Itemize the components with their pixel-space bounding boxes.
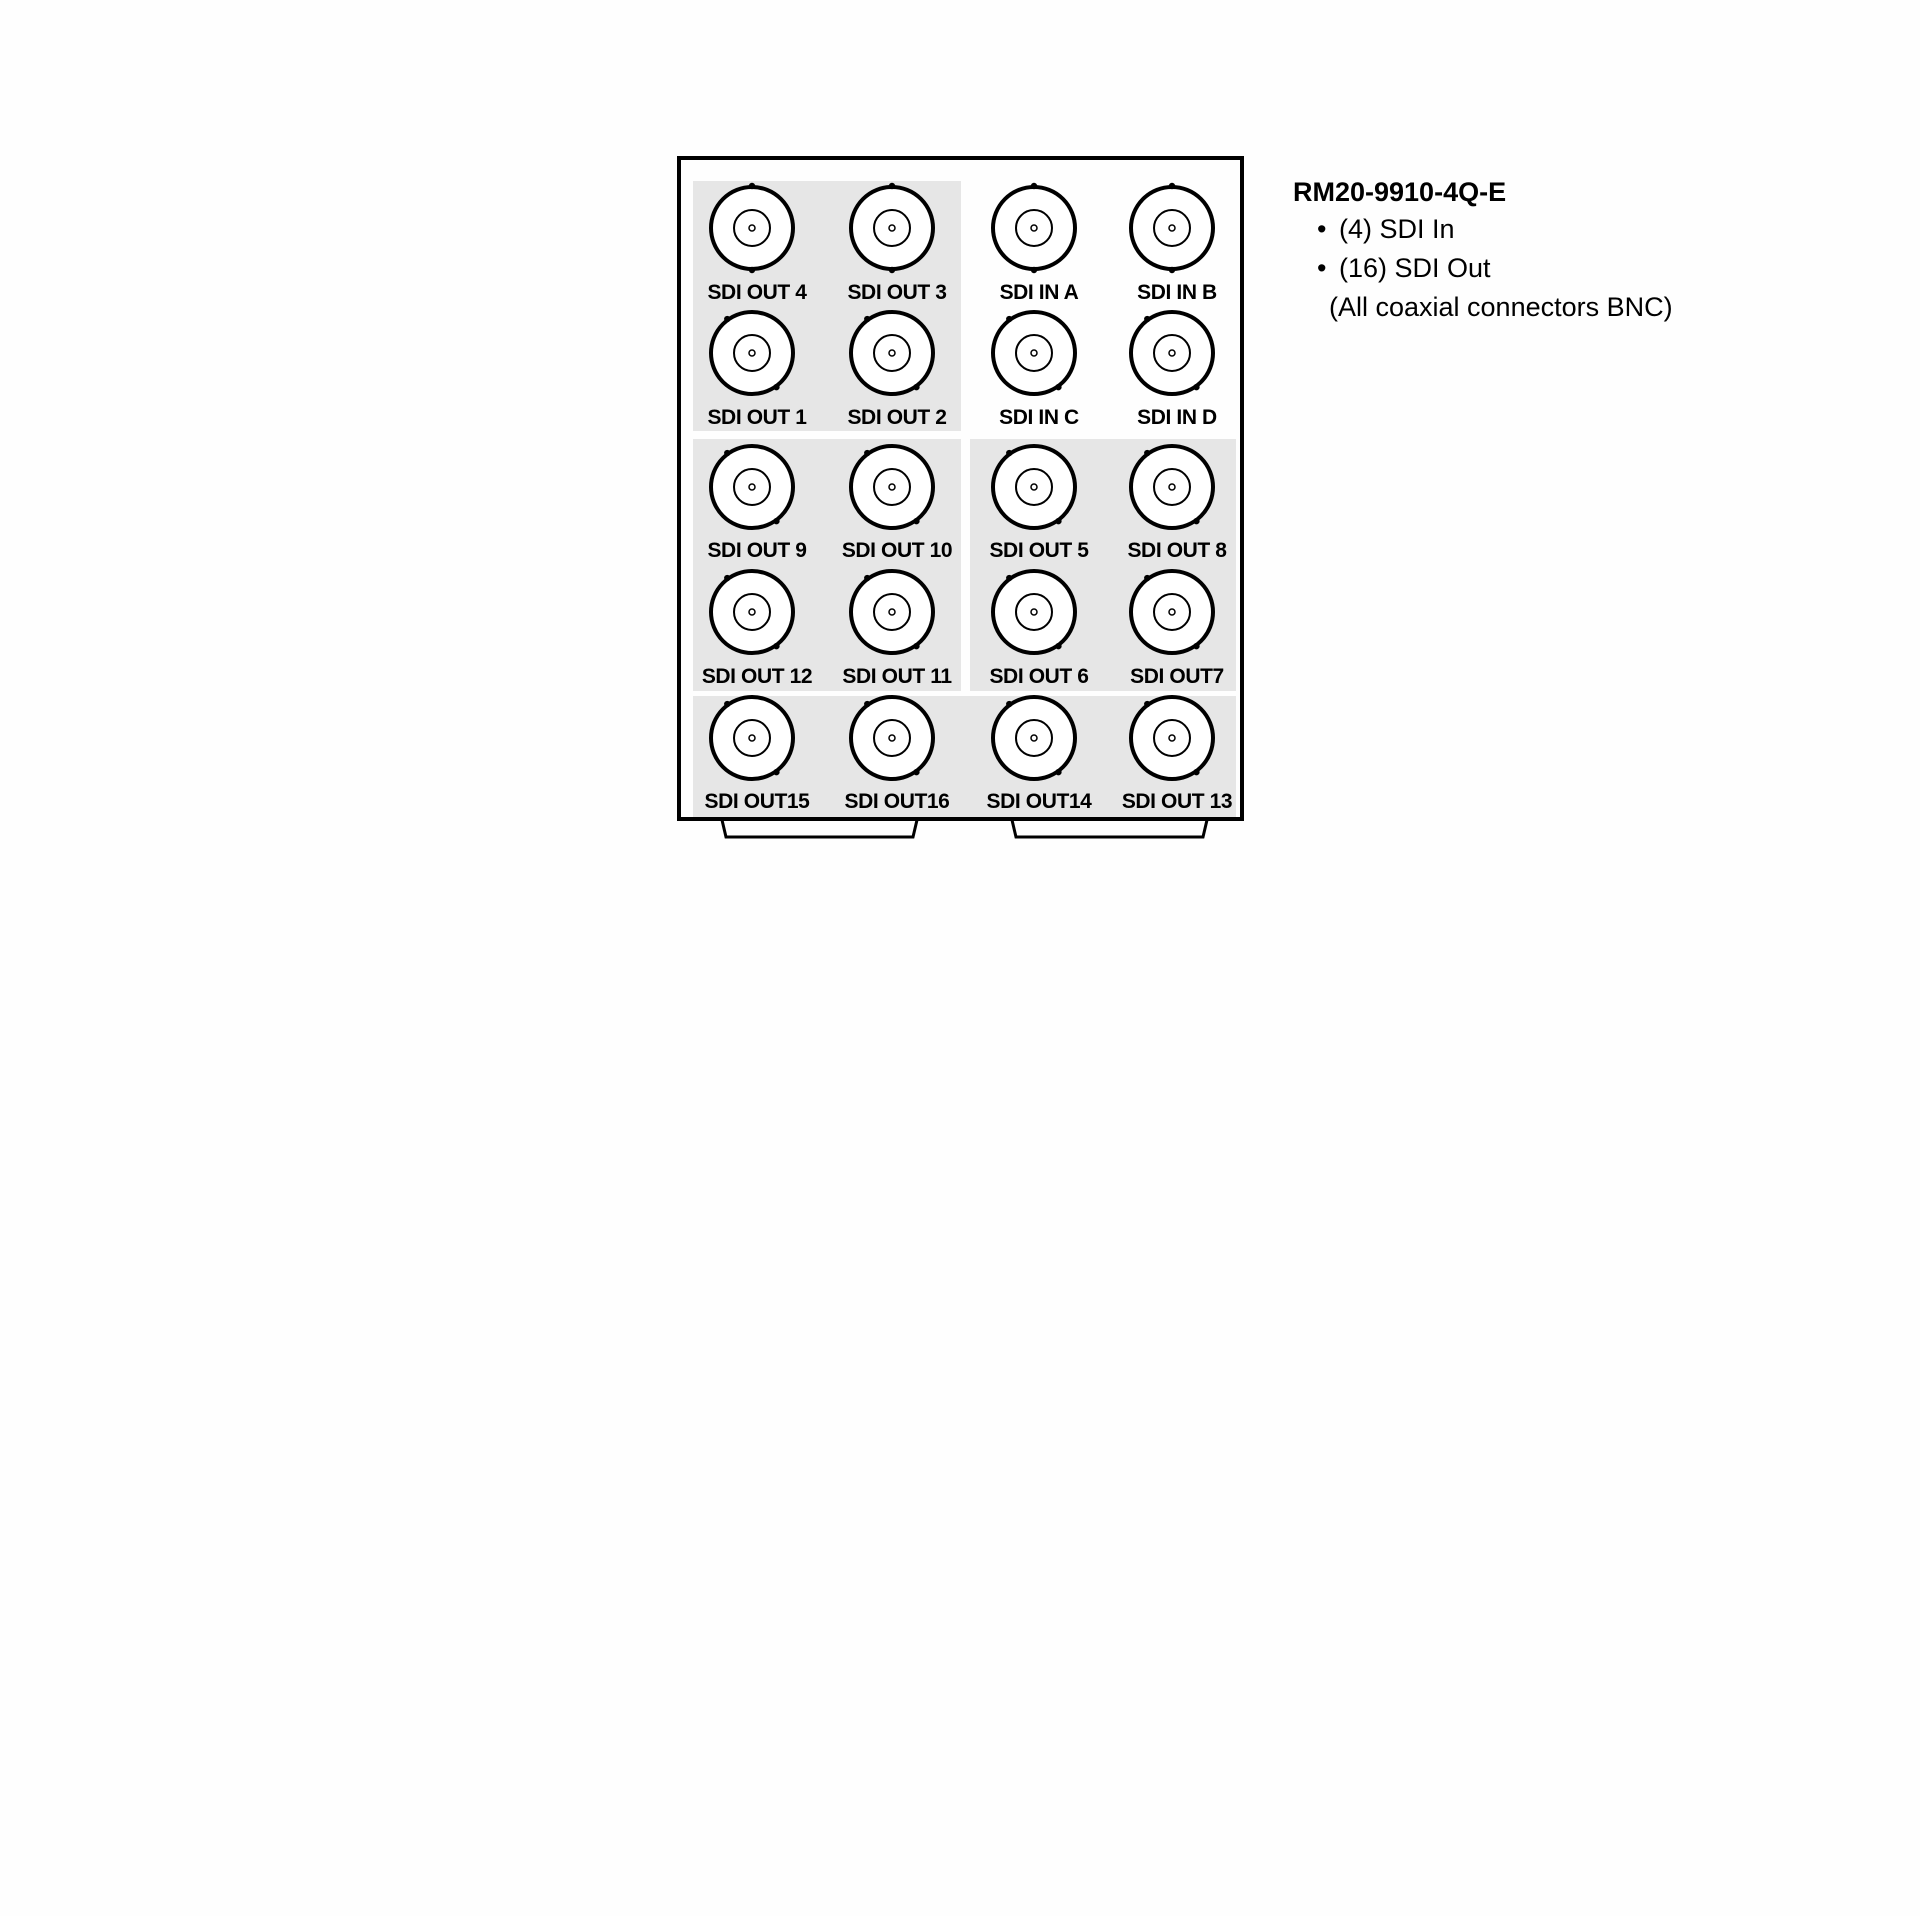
bayonet-stud-icon xyxy=(1055,643,1061,649)
connector-label: SDI OUT 1 xyxy=(707,406,807,429)
bnc-outer-ring-icon xyxy=(711,312,793,394)
feature-text: (16) SDI Out xyxy=(1339,253,1491,283)
bnc-outer-ring-icon xyxy=(993,446,1075,528)
bnc-outer-ring-icon xyxy=(711,697,793,779)
bayonet-stud-icon xyxy=(724,450,730,456)
bnc-outer-ring-icon xyxy=(851,187,933,269)
bnc-outer-ring-icon xyxy=(711,571,793,653)
connector-label: SDI OUT 11 xyxy=(842,665,952,688)
bayonet-stud-icon xyxy=(1193,518,1199,524)
bnc-outer-ring-icon xyxy=(851,697,933,779)
mounting-foot-right xyxy=(1012,820,1207,837)
bayonet-stud-icon xyxy=(1144,701,1150,707)
bayonet-stud-icon xyxy=(1193,769,1199,775)
bayonet-stud-icon xyxy=(1144,316,1150,322)
bayonet-stud-icon xyxy=(864,450,870,456)
bayonet-stud-icon xyxy=(1144,575,1150,581)
bayonet-stud-icon xyxy=(1031,267,1037,273)
connector-label: SDI OUT16 xyxy=(844,790,950,813)
bayonet-stud-icon xyxy=(724,575,730,581)
bnc-outer-ring-icon xyxy=(993,571,1075,653)
connector-label: SDI OUT 12 xyxy=(701,665,813,688)
bnc-connector xyxy=(1131,183,1217,304)
bayonet-stud-icon xyxy=(1055,769,1061,775)
bayonet-stud-icon xyxy=(1055,518,1061,524)
connector-label: SDI OUT7 xyxy=(1130,665,1224,688)
bayonet-stud-icon xyxy=(889,267,895,273)
bayonet-stud-icon xyxy=(1169,267,1175,273)
connector-label: SDI OUT 3 xyxy=(847,281,947,304)
bayonet-stud-icon xyxy=(913,769,919,775)
connector-label: SDI OUT15 xyxy=(704,790,810,813)
connector-label: SDI OUT 10 xyxy=(841,539,953,562)
bnc-outer-ring-icon xyxy=(993,697,1075,779)
bnc-outer-ring-icon xyxy=(993,312,1075,394)
bayonet-stud-icon xyxy=(864,575,870,581)
bnc-connector xyxy=(993,312,1079,429)
bnc-outer-ring-icon xyxy=(993,187,1075,269)
connector-label: SDI OUT 8 xyxy=(1127,539,1227,562)
bayonet-stud-icon xyxy=(1193,384,1199,390)
bayonet-stud-icon xyxy=(724,701,730,707)
feature-list xyxy=(1293,210,1853,288)
bnc-outer-ring-icon xyxy=(1131,312,1213,394)
mounting-foot-left xyxy=(722,820,917,837)
bayonet-stud-icon xyxy=(1006,701,1012,707)
bnc-connector xyxy=(993,183,1079,304)
bayonet-stud-icon xyxy=(889,183,895,189)
bnc-outer-ring-icon xyxy=(711,446,793,528)
bayonet-stud-icon xyxy=(773,384,779,390)
connector-label: SDI IN A xyxy=(999,281,1079,304)
bullet-icon: • xyxy=(1317,253,1327,283)
bayonet-stud-icon xyxy=(773,769,779,775)
bnc-outer-ring-icon xyxy=(1131,697,1213,779)
bayonet-stud-icon xyxy=(773,518,779,524)
bnc-outer-ring-icon xyxy=(851,571,933,653)
bayonet-stud-icon xyxy=(1006,575,1012,581)
bayonet-stud-icon xyxy=(913,643,919,649)
bayonet-stud-icon xyxy=(1055,384,1061,390)
model-title: RM20-9910-4Q-E xyxy=(1293,177,1507,207)
bnc-connector xyxy=(1131,312,1217,429)
connector-label: SDI OUT14 xyxy=(986,790,1092,813)
feature-text: (4) SDI In xyxy=(1339,214,1455,244)
bayonet-stud-icon xyxy=(913,384,919,390)
bayonet-stud-icon xyxy=(773,643,779,649)
spec-block xyxy=(1293,174,1853,327)
bayonet-stud-icon xyxy=(1006,316,1012,322)
connector-label: SDI IN C xyxy=(999,406,1079,429)
bayonet-stud-icon xyxy=(864,316,870,322)
feature-item-sdi-out xyxy=(1317,249,1853,288)
feature-item-sdi-in xyxy=(1317,210,1853,249)
connector-label: SDI OUT 9 xyxy=(707,539,807,562)
bayonet-stud-icon xyxy=(1144,450,1150,456)
bayonet-stud-icon xyxy=(1193,643,1199,649)
connector-label: SDI OUT 4 xyxy=(707,281,807,304)
bnc-outer-ring-icon xyxy=(851,312,933,394)
bayonet-stud-icon xyxy=(724,316,730,322)
connector-label: SDI IN D xyxy=(1137,406,1217,429)
bnc-outer-ring-icon xyxy=(1131,446,1213,528)
bnc-outer-ring-icon xyxy=(851,446,933,528)
connector-label: SDI IN B xyxy=(1137,281,1217,304)
connector-label: SDI OUT 6 xyxy=(989,665,1089,688)
bayonet-stud-icon xyxy=(1006,450,1012,456)
bayonet-stud-icon xyxy=(749,267,755,273)
bullet-icon: • xyxy=(1317,214,1327,244)
bayonet-stud-icon xyxy=(1169,183,1175,189)
connector-note: (All coaxial connectors BNC) xyxy=(1329,292,1673,322)
bayonet-stud-icon xyxy=(864,701,870,707)
bnc-outer-ring-icon xyxy=(1131,571,1213,653)
connector-label: SDI OUT 5 xyxy=(989,539,1089,562)
bayonet-stud-icon xyxy=(1031,183,1037,189)
bayonet-stud-icon xyxy=(749,183,755,189)
connector-label: SDI OUT 2 xyxy=(847,406,947,429)
bnc-outer-ring-icon xyxy=(711,187,793,269)
bnc-outer-ring-icon xyxy=(1131,187,1213,269)
bayonet-stud-icon xyxy=(913,518,919,524)
connector-label: SDI OUT 13 xyxy=(1121,790,1233,813)
